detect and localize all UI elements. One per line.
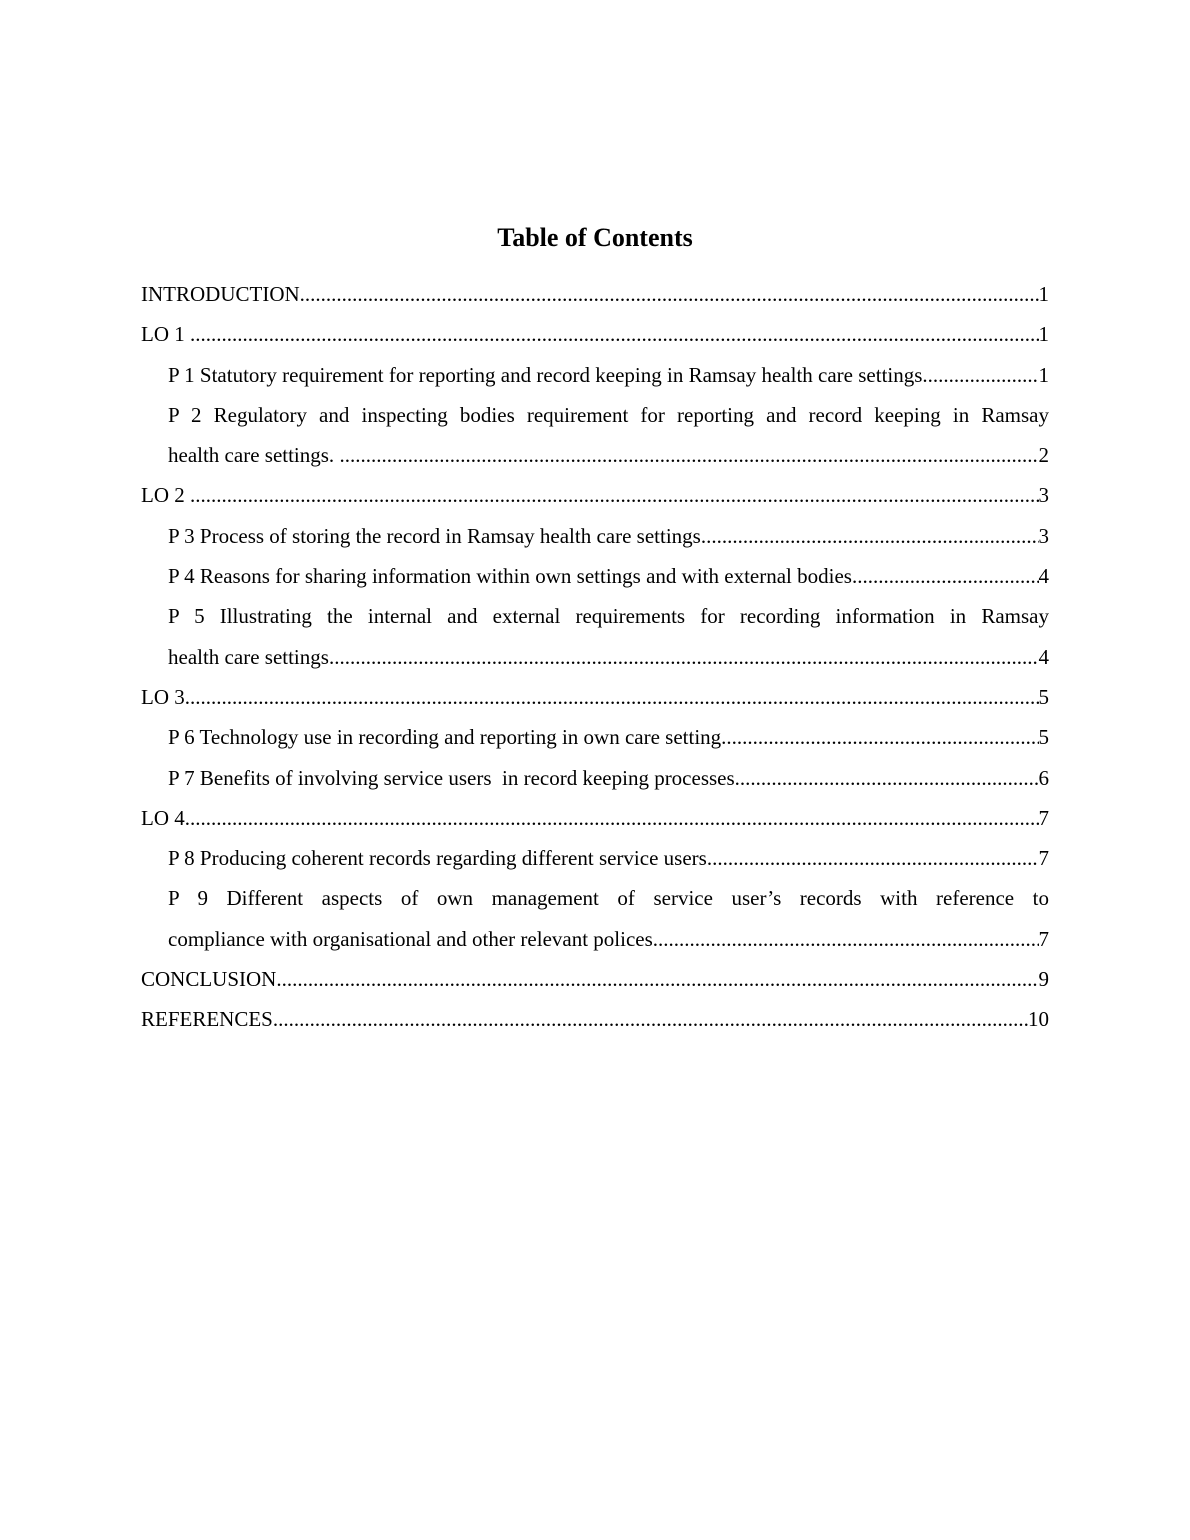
toc-entry-text-line1: P 2 Regulatory and inspecting bodies requirement for reporting and record keeping in Ramsay	[168, 402, 1049, 427]
toc-entry-text: P 4 Reasons for sharing information within own settings and with external bodies	[168, 564, 852, 589]
dot-leader	[339, 435, 1038, 475]
dot-leader	[273, 999, 1028, 1039]
toc-entry-text-line2: health care settings	[168, 644, 329, 669]
toc-entry-p7[interactable]	[141, 758, 1049, 798]
toc-entry-p6[interactable]	[141, 717, 1049, 757]
dot-leader	[653, 919, 1039, 959]
toc-entry-p8[interactable]	[141, 838, 1049, 878]
toc-entry-text: LO 3	[141, 684, 185, 709]
dot-leader	[190, 475, 1039, 515]
dot-leader	[185, 677, 1039, 717]
toc-entry-p9[interactable]	[141, 878, 1049, 959]
dot-leader	[300, 274, 1039, 314]
dot-leader	[852, 556, 1039, 596]
toc-entry-text: CONCLUSION	[141, 967, 277, 992]
toc-entry-page: 1	[1038, 362, 1049, 387]
toc-entry-page: 5	[1038, 684, 1049, 709]
toc-entry-text: REFERENCES	[141, 1007, 273, 1032]
toc-entry-text: P 7 Benefits of involving service users in record keeping processes	[168, 765, 735, 790]
toc-entry-text-line2: compliance with organisational and other relevant polices	[168, 926, 653, 951]
toc-entry-text-line2: health care settings.	[168, 443, 340, 468]
dot-leader	[190, 314, 1039, 354]
dot-leader	[922, 355, 1038, 395]
toc-entry-page: 4	[1038, 644, 1049, 669]
toc-entry-page: 7	[1038, 926, 1049, 951]
toc-entry-text-line1: P 5 Illustrating the internal and external requirements for recording information in Ramsay	[168, 604, 1049, 629]
toc-entry-page: 7	[1038, 805, 1049, 830]
toc-entry-text: INTRODUCTION	[141, 282, 300, 306]
toc-entry-p5[interactable]	[141, 596, 1049, 677]
toc-entry-p3[interactable]	[141, 516, 1049, 556]
dot-leader	[185, 798, 1039, 838]
dot-leader	[735, 758, 1039, 798]
toc-entry-text: LO 2	[141, 483, 190, 508]
toc-entry-page: 2	[1038, 443, 1049, 468]
toc-entry-lo3[interactable]	[141, 677, 1049, 717]
toc-entry-p1[interactable]	[141, 355, 1049, 395]
toc-entry-lo1[interactable]	[141, 314, 1049, 354]
toc-entry-p4[interactable]	[141, 556, 1049, 596]
toc-entry-page: 10	[1028, 1007, 1049, 1032]
dot-leader	[721, 717, 1038, 757]
toc-title: Table of Contents	[497, 223, 693, 252]
toc-entry-conclusion[interactable]	[141, 959, 1049, 999]
dot-leader	[329, 637, 1039, 677]
toc-entry-text-line1: P 9 Different aspects of own management of service user’s records with reference to	[168, 886, 1049, 911]
toc-entry-page: 1	[1038, 282, 1049, 306]
dot-leader	[707, 838, 1039, 878]
toc-entry-page: 3	[1038, 483, 1049, 508]
toc-entry-text: P 3 Process of storing the record in Ramsay health care settings	[168, 523, 701, 548]
dot-leader	[276, 959, 1038, 999]
toc-entry-introduction[interactable]	[141, 274, 1049, 314]
toc-entry-text: P 1 Statutory requirement for reporting and record keeping in Ramsay health care settings	[168, 362, 923, 387]
toc-entry-lo2[interactable]	[141, 475, 1049, 515]
toc-entry-page: 1	[1038, 322, 1049, 347]
toc-entry-page: 6	[1038, 765, 1049, 790]
toc-entry-page: 3	[1038, 523, 1049, 548]
dot-leader	[701, 516, 1039, 556]
toc-list	[141, 274, 1049, 1040]
toc-entry-page: 9	[1038, 967, 1049, 992]
toc-entry-page: 7	[1038, 846, 1049, 871]
toc-entry-page: 5	[1038, 725, 1049, 750]
toc-entry-references[interactable]	[141, 999, 1049, 1039]
toc-entry-text: LO 1	[141, 322, 190, 347]
toc-entry-page: 4	[1038, 564, 1049, 589]
toc-entry-text: P 8 Producing coherent records regarding different service users	[168, 846, 707, 871]
toc-entry-text: P 6 Technology use in recording and reporting in own care setting	[168, 725, 722, 750]
toc-entry-p2[interactable]	[141, 395, 1049, 476]
toc-entry-lo4[interactable]	[141, 798, 1049, 838]
toc-entry-text: LO 4	[141, 805, 185, 830]
